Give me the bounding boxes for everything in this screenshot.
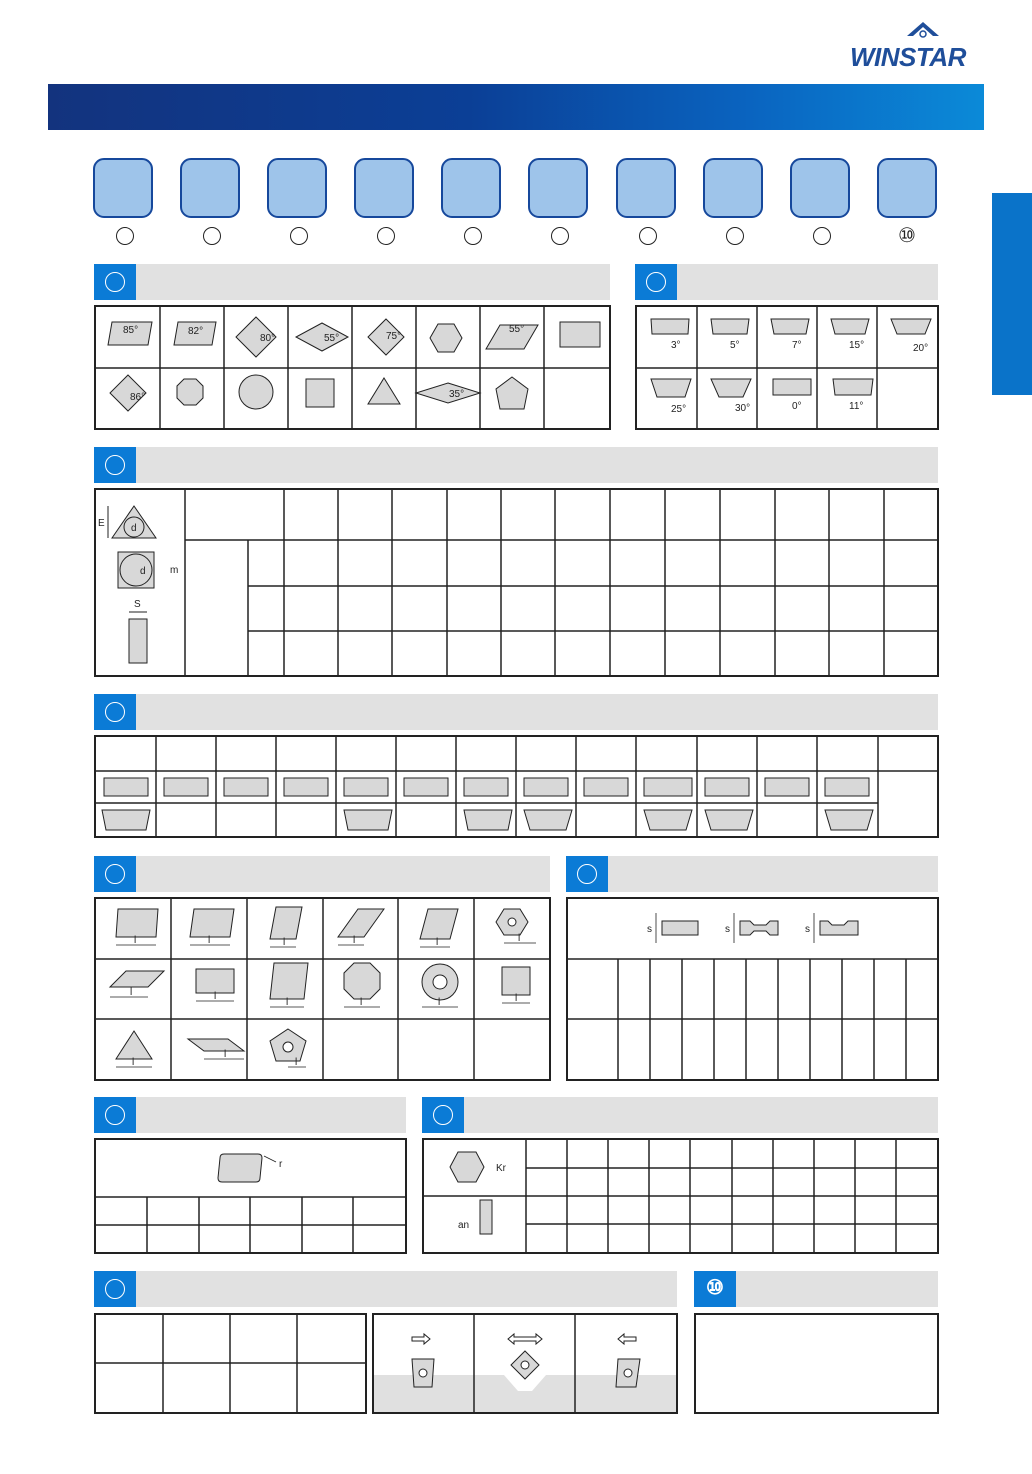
shape-angle-35: 35° (449, 389, 465, 400)
size-label-12: l (515, 993, 518, 1004)
brand-name: WINSTAR (850, 42, 966, 72)
corner-table (94, 1138, 407, 1254)
section-thickness-number (577, 864, 597, 884)
clearance-angle-7: 7° (792, 340, 802, 351)
shape-angle-86: 86° (130, 392, 146, 403)
section-direction-header (94, 1271, 677, 1307)
size-label-11: l (438, 997, 441, 1008)
size-label-6: l (518, 933, 521, 944)
section-edge-number (433, 1105, 453, 1125)
code-number-2 (203, 227, 221, 245)
code-box-2 (180, 158, 240, 218)
size-label-9: l (286, 997, 289, 1008)
shape-angle-55-diamond: 55° (324, 333, 340, 344)
tolerance-label-m: m (170, 565, 179, 576)
title-banner (48, 84, 984, 130)
clearance-angle-30: 30° (735, 403, 751, 414)
section-clearance-number (646, 272, 666, 292)
section-shape-number (105, 272, 125, 292)
section-size-number (105, 864, 125, 884)
size-label-4: l (353, 935, 356, 946)
code-box-5 (441, 158, 501, 218)
size-label-8: l (214, 991, 217, 1002)
section-option-header (694, 1271, 938, 1307)
shape-angle-55-parallelogram: 55° (509, 324, 525, 335)
size-label-1: l (134, 935, 137, 946)
code-box-1 (93, 158, 153, 218)
code-box-10 (877, 158, 937, 218)
code-number-5 (464, 227, 482, 245)
section-shape-header (94, 264, 610, 300)
tolerance-label-s: S (134, 599, 141, 610)
tolerance-label-d-triangle: d (131, 523, 137, 534)
size-label-14: l (224, 1049, 227, 1060)
clearance-angle-20: 20° (913, 343, 929, 354)
code-number-1 (116, 227, 134, 245)
size-label-13: l (132, 1057, 135, 1068)
code-number-6 (551, 227, 569, 245)
option-table (694, 1313, 939, 1414)
section-tolerance-header (94, 447, 938, 483)
code-box-3 (267, 158, 327, 218)
code-box-7 (616, 158, 676, 218)
size-label-15: l (295, 1057, 298, 1068)
section-direction-number (105, 1279, 125, 1299)
shape-angle-85: 85° (123, 325, 139, 336)
size-label-10: l (360, 997, 363, 1008)
chipbreaker-table (94, 735, 939, 838)
code-box-4 (354, 158, 414, 218)
tolerance-label-d-square: d (140, 566, 146, 577)
thickness-label-1: s (647, 924, 652, 935)
corner-label-r: r (279, 1159, 283, 1170)
edge-label-kr: Kr (496, 1163, 506, 1174)
clearance-angle-3: 3° (671, 340, 681, 351)
section-corner-number (105, 1105, 125, 1125)
code-number-7 (639, 227, 657, 245)
edge-table (422, 1138, 939, 1254)
code-number-4 (377, 227, 395, 245)
shape-angle-82: 82° (188, 326, 204, 337)
size-label-5: l (436, 937, 439, 948)
code-box-9 (790, 158, 850, 218)
tolerance-label-e: E (98, 518, 105, 529)
section-tolerance-number (105, 455, 125, 475)
code-box-8 (703, 158, 763, 218)
size-label-3: l (283, 937, 286, 948)
direction-table (94, 1313, 367, 1414)
edge-label-an: an (458, 1220, 470, 1231)
clearance-angle-15: 15° (849, 340, 865, 351)
code-number-8 (726, 227, 744, 245)
shape-table (94, 305, 611, 430)
clearance-angle-0: 0° (792, 401, 802, 412)
clearance-angle-25: 25° (671, 404, 687, 415)
shape-angle-75: 75° (386, 331, 402, 342)
clearance-angle-5: 5° (730, 340, 740, 351)
section-chipbreaker-header (94, 694, 938, 730)
thickness-label-2: s (725, 924, 730, 935)
section-chipbreaker-number (105, 702, 125, 722)
code-box-6 (528, 158, 588, 218)
size-label-7: l (130, 987, 133, 998)
clearance-table (635, 305, 939, 430)
thickness-label-3: s (805, 924, 810, 935)
code-number-3 (290, 227, 308, 245)
section-clearance-header (635, 264, 938, 300)
size-table (94, 897, 551, 1081)
clearance-angle-11: 11° (849, 401, 864, 412)
section-corner-header (94, 1097, 406, 1133)
section-edge-header (422, 1097, 938, 1133)
shape-angle-80: 80° (260, 333, 276, 344)
section-size-header (94, 856, 550, 892)
code-number-9 (813, 227, 831, 245)
section-thickness-header (566, 856, 938, 892)
size-label-2: l (208, 935, 211, 946)
section-option-number: ⑩ (706, 1277, 724, 1299)
direction-illustration (372, 1313, 678, 1414)
side-tab (992, 193, 1032, 395)
code-number-10: ⑩ (898, 225, 916, 247)
tolerance-table (94, 488, 939, 677)
thickness-table (566, 897, 939, 1081)
